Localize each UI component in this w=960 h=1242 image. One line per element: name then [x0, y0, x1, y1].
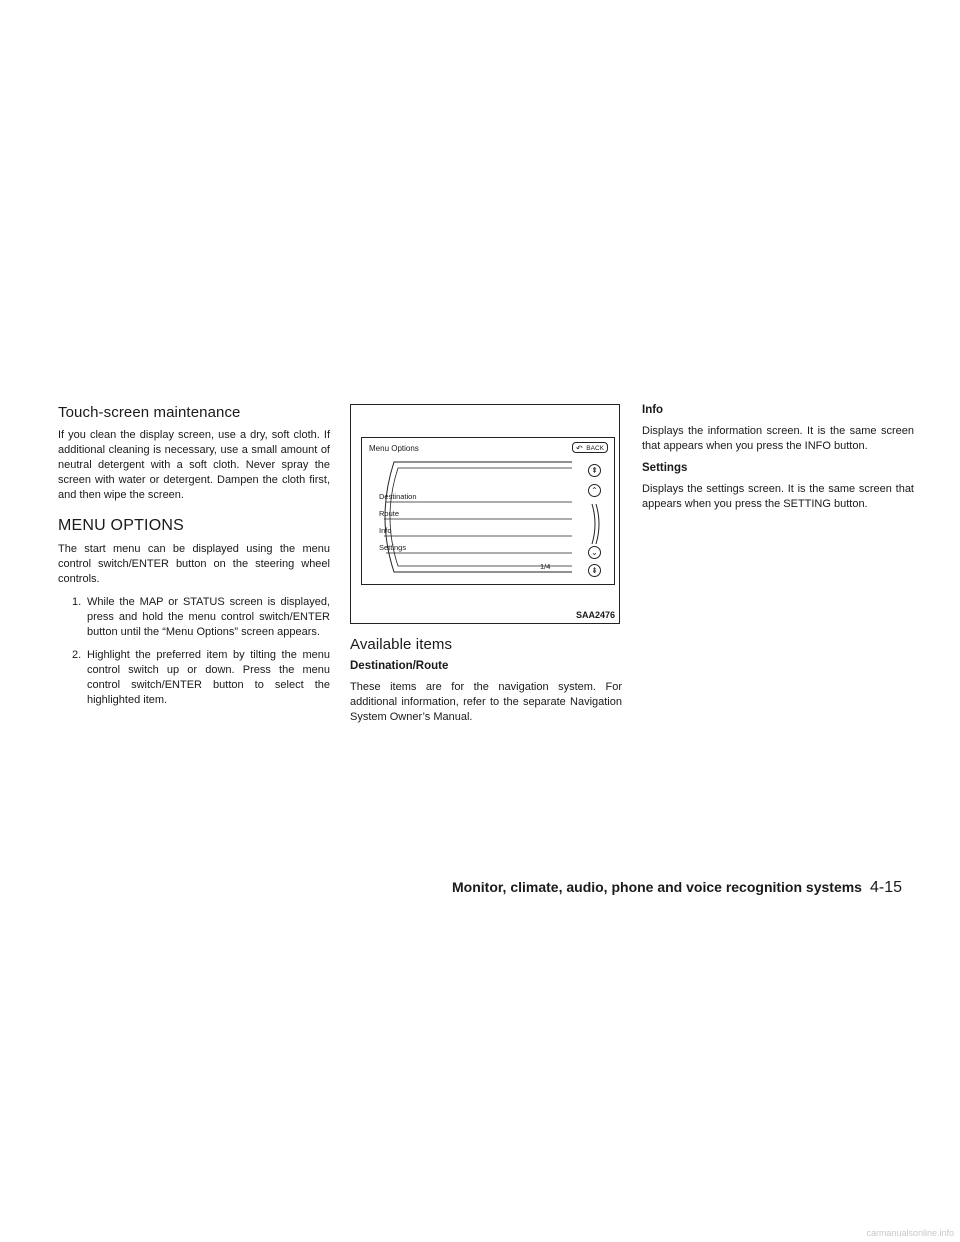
page-up-icon: ⇞: [588, 464, 601, 477]
screen-title: Menu Options: [369, 444, 419, 453]
destination-route-body: These items are for the navigation system. For additional information, refer to the separate Navigation System Owner’s Manual.: [350, 681, 622, 723]
page-footer: [452, 879, 922, 897]
settings-body: Displays the settings screen. It is the same screen that appears when you press the SETTING button.: [642, 483, 914, 510]
menu-item-settings: Settings: [379, 543, 407, 552]
step-1-number: 1.: [72, 596, 82, 608]
step-1: [58, 595, 330, 640]
middle-column: [350, 404, 622, 733]
menu-item-info: Info: [379, 526, 392, 535]
info-body: Displays the information screen. It is the same screen that appears when you press the INFO button.: [642, 425, 914, 452]
menu-options-figure: [350, 404, 620, 624]
settings-label: Settings: [642, 462, 688, 474]
screen-illustration: [361, 437, 615, 585]
page-indicator: 1/4: [540, 562, 551, 571]
scroll-down-icon: ⌄: [588, 546, 601, 559]
menu-item-route: Route: [379, 509, 400, 518]
step-2: [58, 648, 330, 708]
back-button: [572, 442, 608, 453]
touch-screen-body: If you clean the display screen, use a dry, soft cloth. If additional cleaning is necessary, use a small amount of neutral detergent with a soft cloth. Never spray the screen with water or detergent. Dampen the cloth first, and then wipe the screen.: [58, 429, 330, 501]
steps-list: [58, 595, 330, 708]
menu-options-heading: MENU OPTIONS: [58, 517, 184, 534]
page-down-icon: ⇟: [588, 564, 601, 577]
back-button-label: BACK: [586, 445, 604, 452]
available-items-heading: Available items: [350, 636, 453, 653]
step-1-text: While the MAP or STATUS screen is displayed, press and hold the menu control switch/ENTER button until the “Menu Options” screen appears.: [87, 596, 330, 638]
page-number: 4-15: [869, 879, 902, 896]
back-arrow-icon: ↶: [576, 444, 583, 453]
scrollbar-icon: [588, 502, 601, 546]
menu-options-intro: The start menu can be displayed using the menu control switch/ENTER button on the steering wheel controls.: [58, 543, 330, 585]
watermark: carmanualsonline.info: [866, 1228, 954, 1238]
figure-code: SAA2476: [575, 610, 615, 620]
step-2-text: Highlight the preferred item by tilting the menu control switch up or down. Press the menu control switch/ENTER button to select the highlighted item.: [87, 649, 330, 706]
right-column: [642, 404, 914, 520]
destination-route-label: Destination/Route: [350, 660, 449, 672]
scroll-up-icon: ⌃: [588, 484, 601, 497]
info-label: Info: [642, 404, 664, 416]
left-column: [58, 404, 330, 716]
menu-list-frame: [372, 460, 578, 574]
step-2-number: 2.: [72, 649, 82, 661]
chapter-title: Monitor, climate, audio, phone and voice recognition systems: [452, 879, 862, 895]
menu-item-destination: Destination: [379, 492, 417, 501]
touch-screen-heading: Touch-screen maintenance: [58, 404, 241, 421]
